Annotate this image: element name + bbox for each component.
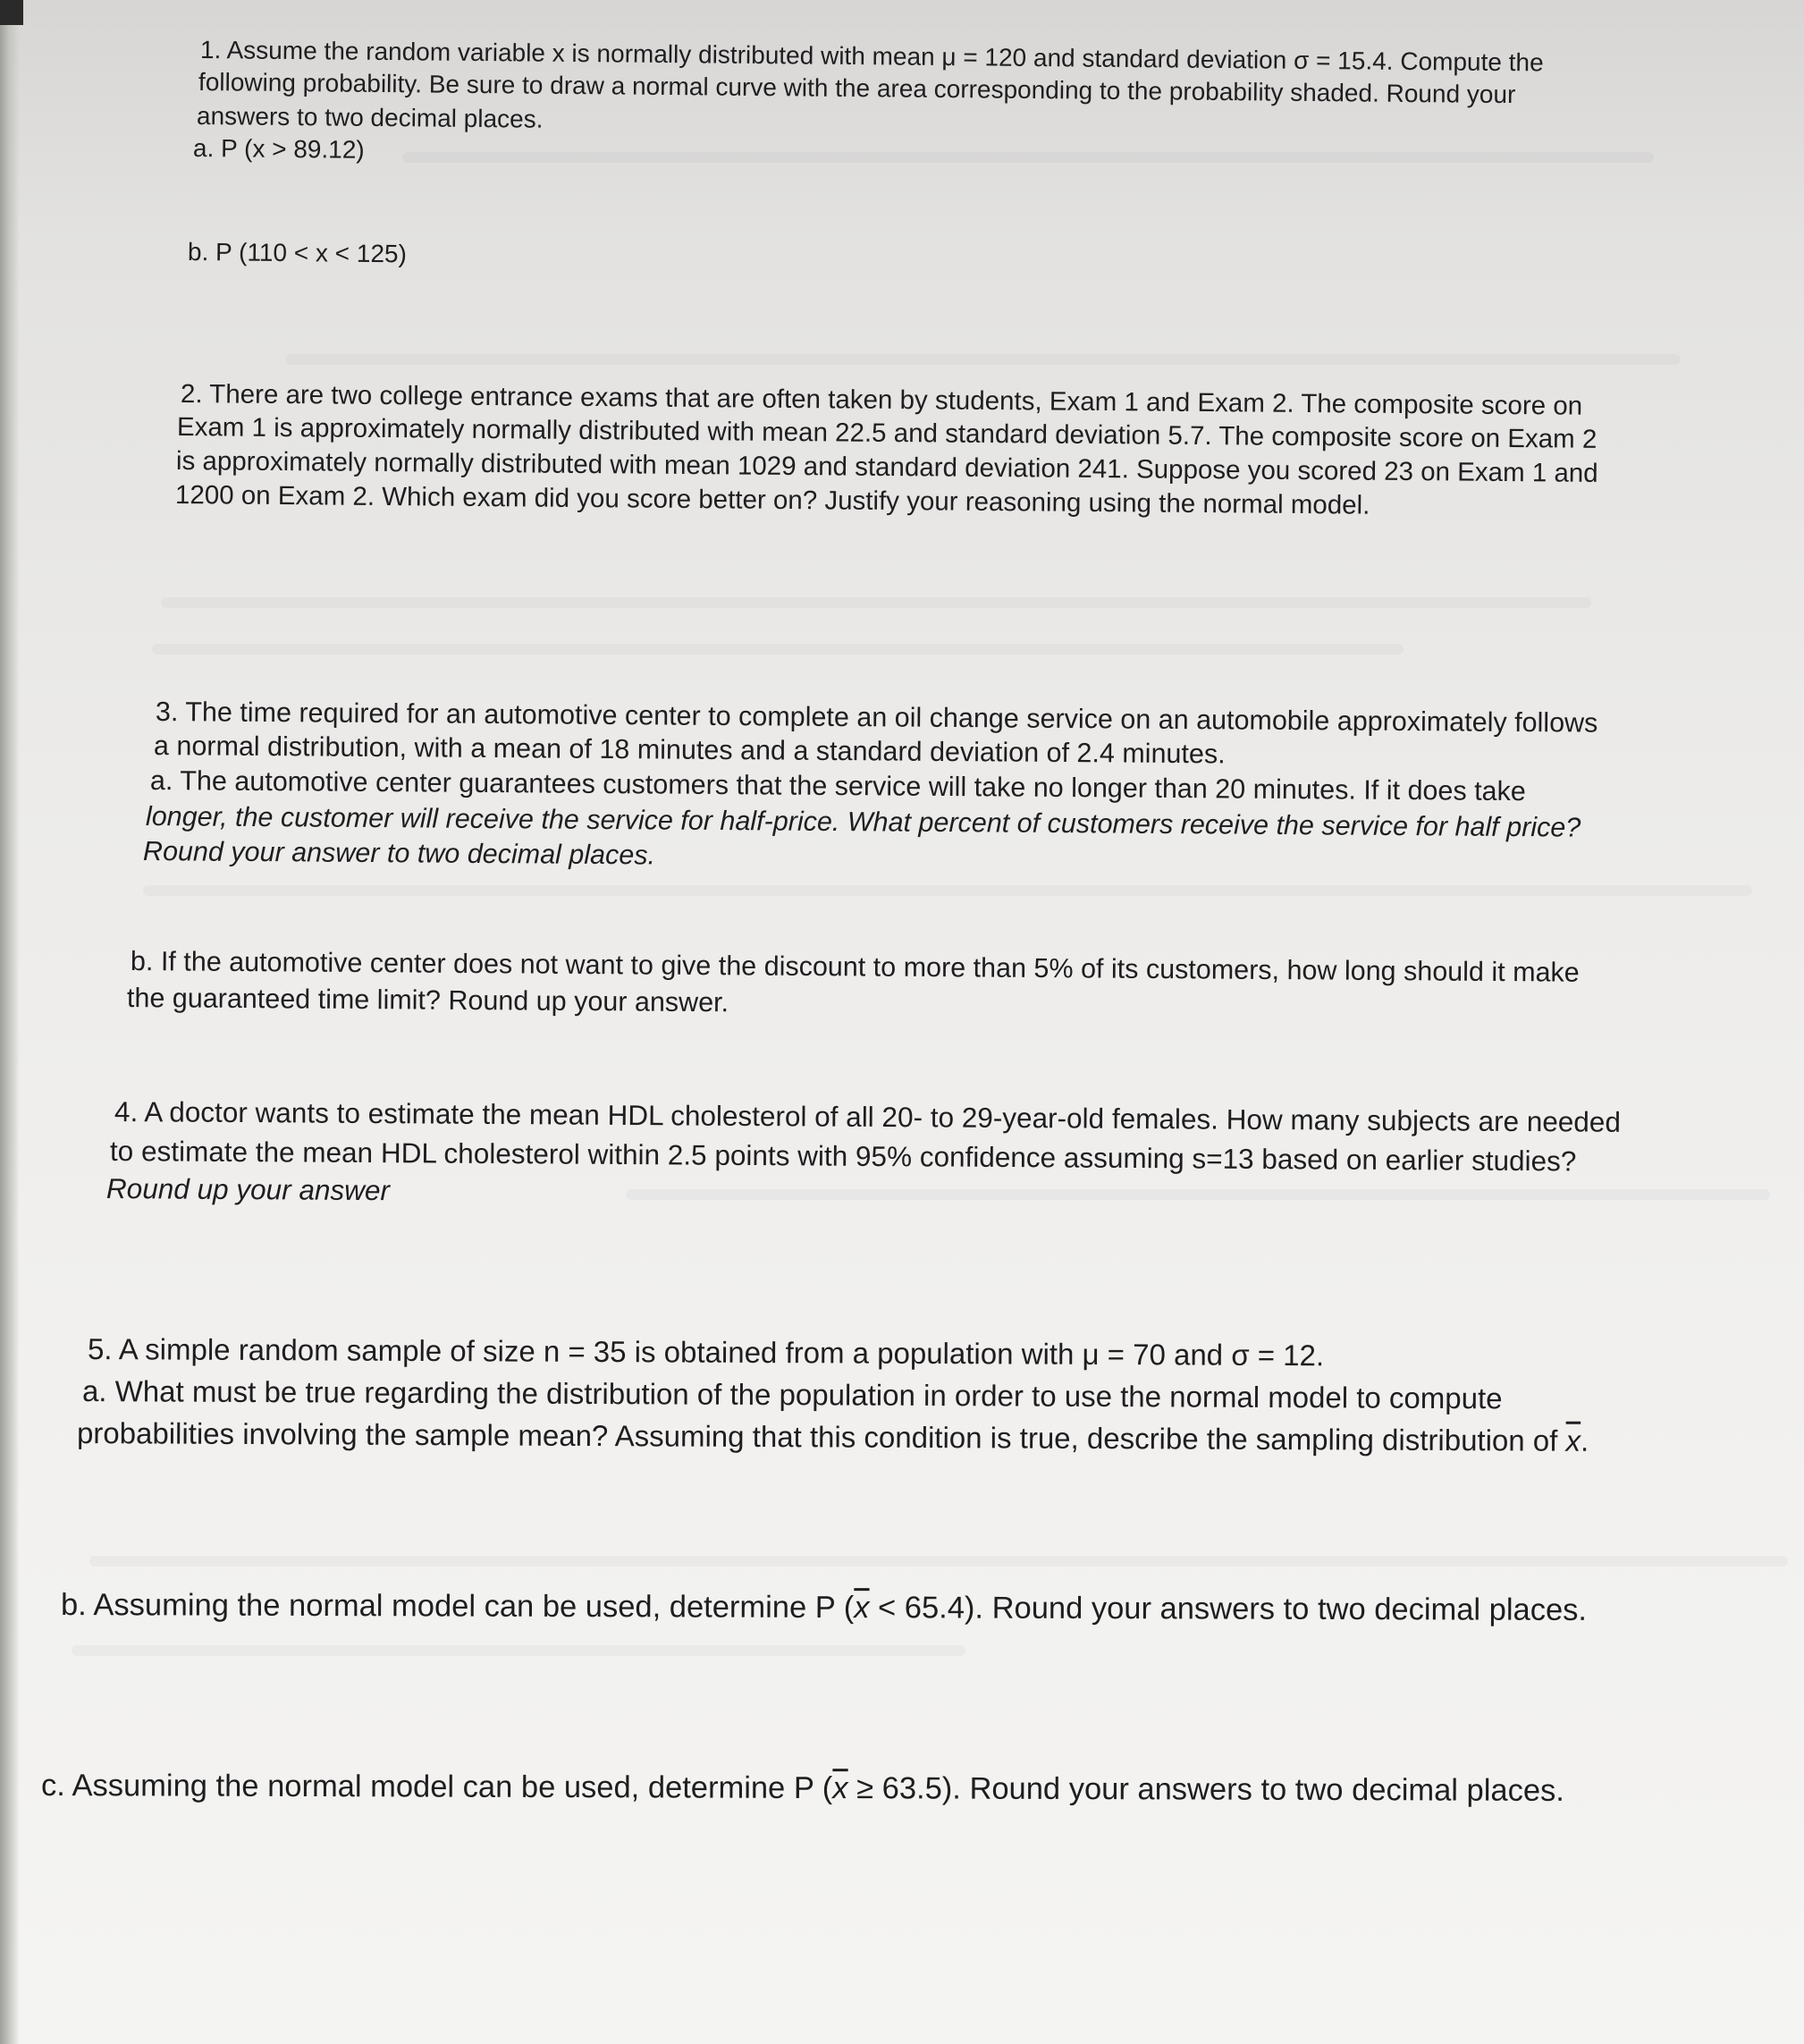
x-bar-symbol: $\overline{x}$ — [1565, 1423, 1581, 1457]
q3-text: a normal distribution, with a mean of 18 minutes and a standard deviation of 2.4 minutes. — [153, 731, 1226, 770]
q1-text: following probability. Be sure to draw a normal curve with the area corresponding to the probability shaded. Round your — [198, 68, 1516, 109]
q5-text: 5. A simple random sample of size n = 35 is obtained from a population with μ = 70 and σ = 12. — [87, 1332, 1325, 1373]
q1-text: answers to two decimal places. — [196, 102, 544, 133]
x-bar-symbol: $\overline{x}$ — [832, 1771, 848, 1806]
q4-text: 4. A doctor wants to estimate the mean HDL cholesterol of all 20- to 29-year-old females. How many subjects are needed — [114, 1095, 1622, 1138]
q5-part-a — [77, 1418, 1589, 1456]
q2-text: 2. There are two college entrance exams that are often taken by students, Exam 1 and Exam 2. The composite score on — [180, 379, 1583, 421]
q3-part-b: b. If the automotive center does not want to give the discount to more than 5% of its customers, how long should it make — [130, 946, 1580, 988]
q5-part-c-text: ≥ 63.5). Round your answers to two decimal places. — [847, 1771, 1564, 1808]
q5-part-b — [61, 1590, 1587, 1626]
q5-part-c-text: c. Assuming the normal model can be used, determine P ( — [40, 1769, 833, 1806]
q5-part-a-text: . — [1580, 1423, 1589, 1457]
q2-text: 1200 on Exam 2. Which exam did you score better on? Justify your reasoning using the normal model. — [174, 480, 1370, 520]
q1-part-a: a. P (x > 89.12) — [192, 134, 365, 164]
q4-text: to estimate the mean HDL cholesterol within 2.5 points with 95% confidence assuming s=13 based on earlier studies? — [109, 1135, 1577, 1178]
q5-part-a-text: probabilities involving the sample mean? Assuming that this condition is true, describe the sampling distribution of — [76, 1416, 1566, 1457]
q3-part-a: Round your answer to two decimal places. — [142, 836, 656, 871]
q1-text: 1. Assume the random variable x is normally distributed with mean μ = 120 and standard deviation σ = 15.4. Compute the — [199, 36, 1544, 77]
x-bar-symbol: $\overline{x}$ — [854, 1591, 870, 1626]
q5-part-c — [41, 1770, 1564, 1806]
q2-text: is approximately normally distributed with mean 1029 and standard deviation 241. Suppose you scored 23 on Exam 1 and — [175, 446, 1598, 488]
q5-part-a: a. What must be true regarding the distribution of the population in order to use the normal model to compute — [81, 1374, 1503, 1415]
q5-part-b-text: < 65.4). Round your answers to two decimal places. — [869, 1591, 1588, 1627]
q1-part-b: b. P (110 < x < 125) — [187, 238, 408, 268]
q2-text: Exam 1 is approximately normally distributed with mean 22.5 and standard deviation 5.7. The composite score on Exam 2 — [176, 412, 1597, 454]
q3-part-b: the guaranteed time limit? Round up your answer. — [126, 983, 729, 1018]
q3-part-a: longer, the customer will receive the service for half-price. What percent of customers receive the service for half price? — [145, 801, 1581, 843]
q5-part-b-text: b. Assuming the normal model can be used, determine P ( — [60, 1588, 855, 1626]
q4-text: Round up your answer — [105, 1172, 391, 1207]
q3-text: 3. The time required for an automotive center to complete an oil change service on an automobile approximately follows — [155, 697, 1598, 739]
q3-part-a: a. The automotive center guarantees customers that the service will take no longer than 20 minutes. If it does take — [149, 765, 1526, 807]
